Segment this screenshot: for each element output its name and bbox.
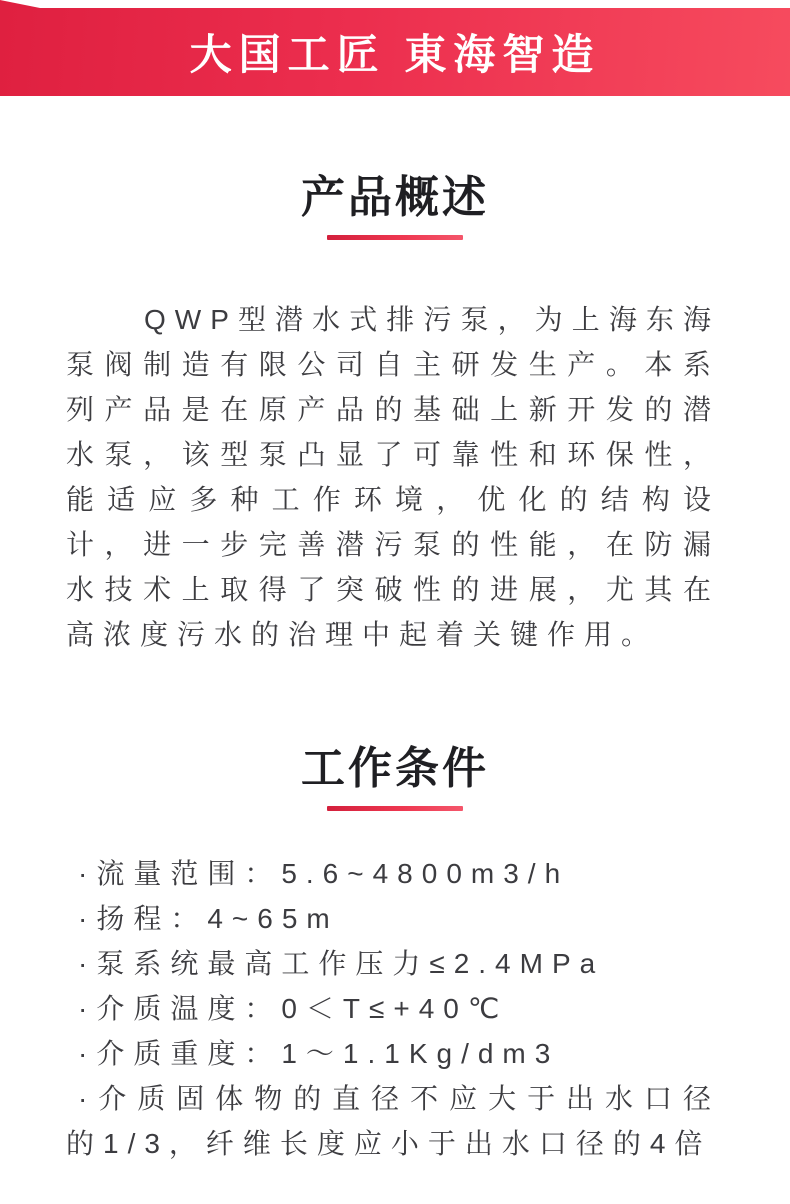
- banner-title: 大国工匠 東海智造: [189, 31, 601, 78]
- bullet-dot: ·: [78, 1083, 97, 1114]
- overview-paragraph: QWP型潜水式排污泵，为上海东海泵阀制造有限公司自主研发生产。本系列产品是在原产品的基础上新开发的潜水泵，该型泵凸显了可靠性和环保性，能适应多种工作环境，优化的结构设计，进一步完善潜污泵的性能，在防漏水技术上取得了突破性的进展，尤其在高浓度污水的治理中起着关键作用。: [66, 304, 720, 650]
- list-item: [66, 896, 720, 941]
- list-item: [66, 1076, 720, 1166]
- list-item: [66, 851, 720, 896]
- bullet-dot: ·: [78, 993, 97, 1024]
- bullet-text: 扬程：4~65m: [96, 903, 339, 934]
- bullet-text: 介质重度：1～1.1Kg/dm3: [96, 1038, 560, 1069]
- bullet-text: 泵系统最高工作压力≤2.4MPa: [96, 948, 605, 979]
- conditions-heading: 工作条件: [301, 744, 489, 793]
- bullet-dot: ·: [78, 948, 97, 979]
- conditions-section: [0, 744, 790, 1166]
- top-banner: [0, 8, 790, 96]
- list-item: [66, 1031, 720, 1076]
- heading-underline: [327, 806, 463, 811]
- conditions-list: [66, 851, 720, 1166]
- list-item: [66, 941, 720, 986]
- bullet-dot: ·: [78, 903, 97, 934]
- list-item: [66, 986, 720, 1031]
- heading-underline: [327, 235, 463, 240]
- bullet-text: 介质温度：0＜T≤+40℃: [96, 993, 509, 1024]
- bullet-text: 介质固体物的直径不应大于出水口径的1/3，纤维长度应小于出水口径的4倍: [66, 1083, 720, 1159]
- overview-heading: 产品概述: [301, 173, 489, 222]
- bullet-dot: ·: [78, 858, 97, 889]
- overview-section: [0, 173, 790, 657]
- bullet-dot: ·: [78, 1038, 97, 1069]
- bullet-text: 流量范围：5.6~4800m3/h: [96, 858, 570, 889]
